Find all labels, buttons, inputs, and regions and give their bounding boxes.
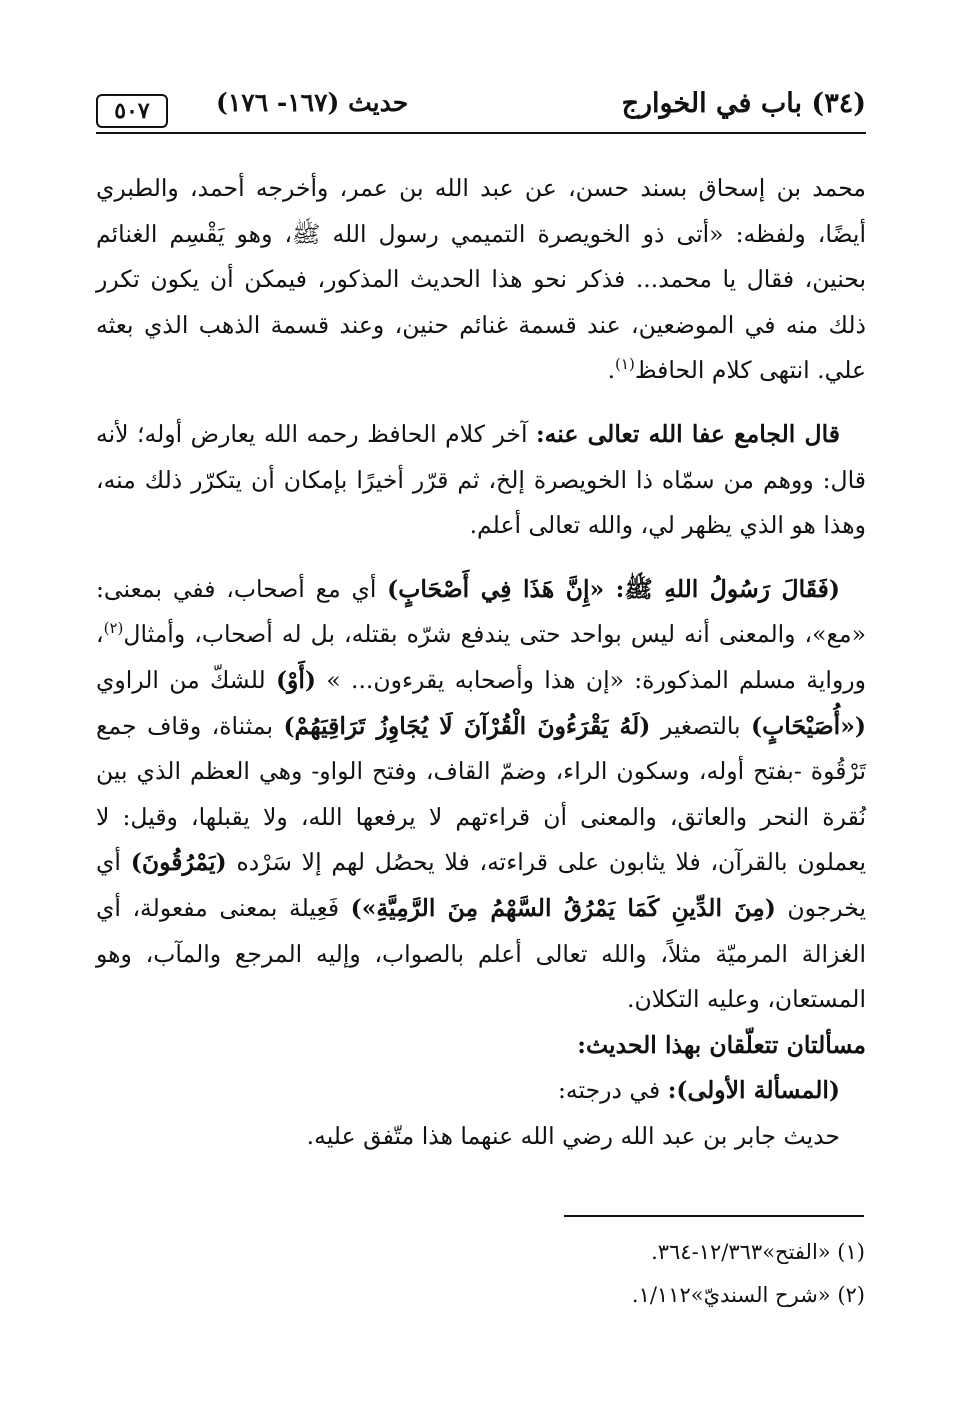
compiler-lead: قال الجامع عفا الله تعالى عنه: [535,419,840,448]
hadith-quote: (يَمْرُقُونَ) [130,848,227,877]
issue-text: في درجته: [558,1076,668,1105]
hadith-range: حديث (١٦٧- ١٧٦) [216,88,409,117]
hadith-quote: (فَقَالَ رَسُولُ اللهِ ﷺ: «إِنَّ هَذَا فِي أَصْحَابٍ) [387,574,840,603]
commentary-text: أي مع أصحاب، ففي بمعنى: «مع»، والمعنى أنه ليس بواحد حتى يندفع شرّه بقتله، بل له أصحاب، وأمثال [96,574,866,649]
hadith-quote: (مِنَ الدِّينِ كَمَا يَمْرُقُ السَّهْمُ مِنَ الرَّمِيَّةِ») [350,893,776,922]
hadith-quote: («أُصَيْحَابٍ) [751,711,866,740]
page-body [96,166,866,1159]
footnote-rule [564,1215,864,1217]
footnote-1: (١) «الفتح»١٢/٣٦٣-٣٦٤. [651,1240,865,1264]
section-heading: مسألتان تتعلّقان بهذا الحديث: [577,1030,866,1059]
first-issue [96,1068,866,1114]
hadith-quote: (أَوْ) [275,665,317,694]
chapter-title: (٣٤) باب في الخوارج [621,88,866,119]
commentary-text: أي يخرجون [96,848,866,922]
commentary-text: بالتصغير [650,711,752,740]
paragraph-compiler-note [96,412,866,549]
page-header [96,88,866,132]
commentary-text: ، ورواية مسلم المذكورة: «إن هذا وأصحابه يقرءون... » [96,620,866,694]
commentary-text: فَعِيلة بمعنى مفعولة، أي الغزالة المرميّة مثلاً، والله تعالى أعلم بالصواب، وإليه المرجع والمآب، وهو المستعان، وعليه التكلان. [96,893,866,1014]
paragraph-continuation [96,166,866,394]
footnote-ref: (٢) [103,619,124,638]
paragraph-text: آخر كلام الحافظ رحمه الله يعارض أوله؛ لأنه قال: ووهم من سمّاه ذا الخويصرة إلخ، ثم قرّر أخيرًا بإمكان أن يتكرّر ذلك منه، وهذا هو الذي يظهر لي، والله تعالى أعلم. [96,419,866,540]
paragraph-end: . [607,356,616,385]
footnote-ref: (١) [615,355,635,374]
footnote-2: (٢) «شرح السنديّ»١/١١٢. [631,1283,865,1307]
commentary-text: بمثناة، وقاف جمع تَرْقُوة -بفتح أوله، وسكون الراء، وضمّ القاف، وفتح الواو- وهي العظم الذي بين نُقرة النحر والعاتق، والمعنى أن قراءتهم لا يرفعها الله، ولا يقبلها، وقيل: لا يعملون بالقرآن، فلا يثابون على قراءته، فلا يحصُل لهم إلا سَرْده [96,711,866,877]
paragraph-hadith-commentary [96,567,866,1023]
hadith-quote: (لَهُ يَقْرَءُونَ الْقُرْآنَ لَا يُجَاوِزُ تَرَاقِيَهُمْ) [283,711,651,740]
page-number: ٥٠٧ [96,94,168,128]
paragraph-text: محمد بن إسحاق بسند حسن، عن عبد الله بن عمر، وأخرجه أحمد، والطبري أيضًا، ولفظه: «أتى ذو الخويصرة التميمي رسول الله ﷺ، وهو يَقْسِم الغنائم بحنين، فقال يا محمد... فذكر نحو هذا الحديث المذكور، فيمكن أن يكون تكرر ذلك منه في الموضعين، عند قسمة غنائم حنين، وعند قسمة الذهب الذي بعثه علي. انتهى كلام الحافظ [96,174,866,385]
header-rule [96,132,866,134]
issue-label: (المسألة الأولى): [667,1076,840,1105]
commentary-text: للشكّ من الراوي [96,665,276,694]
closing-statement: حديث جابر بن عبد الله رضي الله عنهما هذا متّفق عليه. [306,1121,840,1150]
